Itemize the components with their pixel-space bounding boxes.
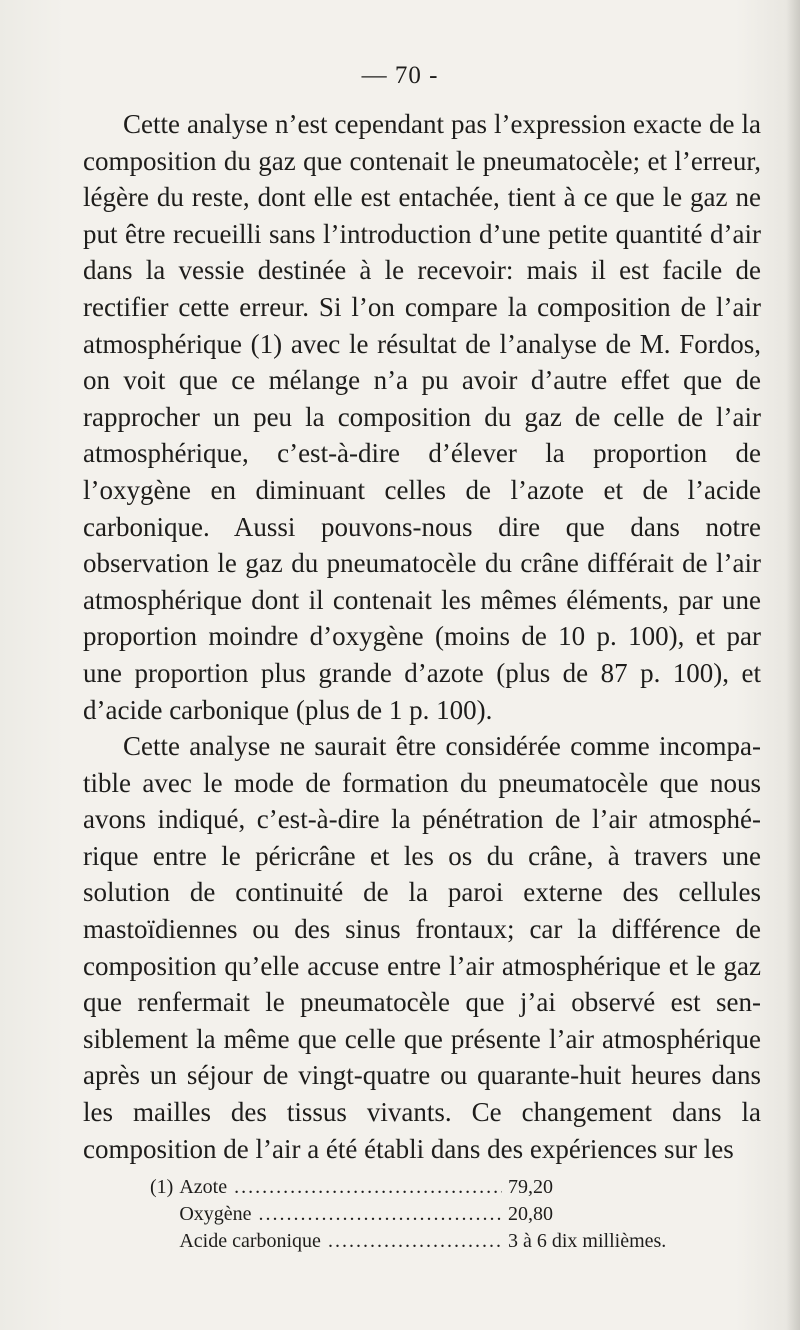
footnote-value: 20,80 <box>508 1203 553 1225</box>
paragraph-1: Cette analyse n’est cependant pas l’expression exacte de la composition du gaz que contenait le pneumatocèle; et l’erreur, légère du reste, dont elle est entachée, tient à ce que le gaz ne put être recueilli sans l’introduction d’une petite quantité d’air dans la vessie destinée à le recevoir: mais il est facile de rectifier cette erreur. Si l’on compare la composition de l’air atmosphérique (1) avec le résultat de l’analyse de M. Fordos, on voit que ce mélange n’a pu avoir d’autre effet que de rapprocher un peu la composition du gaz de celle de l’air atmosphérique, c’est-à-dire d’élever la proportion de l’oxygène en diminuant celles de l’azote et de l’acide carbonique. Aussi pouvons-nous dire que dans notre observation le gaz du pneumatocèle du crâne différait de l’air atmosphérique dont il contenait les mêmes éléments, par une proportion moindre d’oxygène (moins de 10 p. 100), et par une proportion plus grande d’azote (plus de 87 p. 100), et d’acide carbonique (plus de 1 p. 100). <box>83 109 761 725</box>
page-number: — 70 - <box>361 62 439 89</box>
footnote-marker: (1) <box>150 1176 174 1198</box>
paragraph-2: Cette analyse ne saurait être considérée comme incompatible avec le mode de formation du pneumatocèle que nous avons indiqué, c’est-à-dire la pénétration de l’air atmosphérique entre le péricrâne et les os du crâne, à travers une solution de continuité de la paroi externe des cellules mastoïdiennes ou des sinus frontaux; car la différence de composition qu’elle accuse entre l’air atmosphérique et le gaz que renfermait le pneumatocèle que j’ai observé est sensiblement la même que celle que présente l’air atmosphérique après un séjour de vingt-quatre ou quarante-huit heures dans les mailles des tissus vivants. Ce changement dans la composition de l’air a été établi dans des expériences sur les <box>83 731 761 1164</box>
footnote-value: 3 à 6 dix millièmes. <box>508 1230 667 1252</box>
footnote-row <box>150 1228 750 1255</box>
footnote-air-composition <box>150 1174 750 1255</box>
footnote-label-cell <box>150 1228 502 1255</box>
body-text <box>83 106 761 1167</box>
footnote-label: Azote <box>179 1176 228 1198</box>
footnote-label-cell <box>150 1201 502 1228</box>
footnote-value: 79,20 <box>508 1176 553 1198</box>
footnote-label-cell <box>150 1174 502 1201</box>
footnote-label: Oxygène <box>179 1203 252 1225</box>
footnote-label: Acide carbonique <box>179 1230 321 1252</box>
footnote-row <box>150 1201 750 1228</box>
page-edge-shadow <box>786 0 800 1330</box>
footnote-row <box>150 1174 750 1201</box>
